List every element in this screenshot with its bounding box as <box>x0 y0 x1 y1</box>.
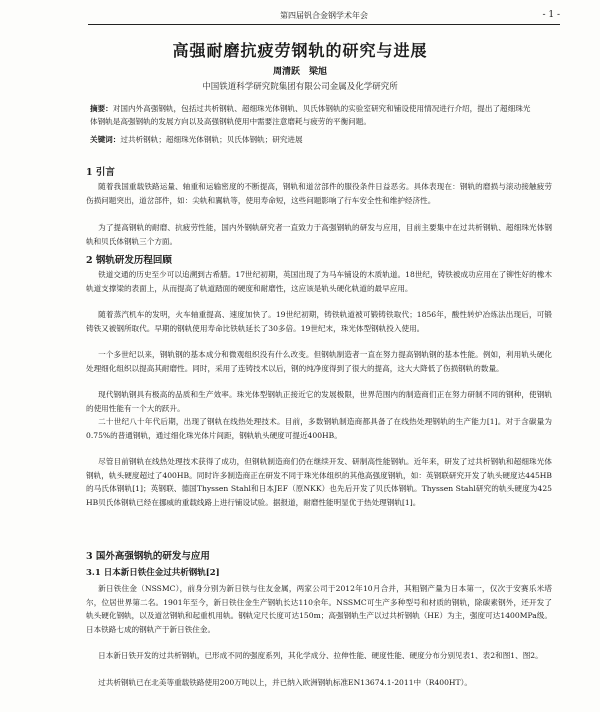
keywords-label: 关键词： <box>90 135 121 144</box>
section-heading-history: 2 钢轨研发历程回顾 <box>86 255 172 266</box>
paragraph: 现代钢轨钢具有极高的品质和生产效率。珠光体型钢轨正接近它的发展极限，世界范围内的制造商们正在努力研制不同的钢种，使钢轨的使用性能有一个大的跃升。 <box>86 390 552 413</box>
section-heading-overseas: 3 国外高强钢轨的研发与应用 <box>86 551 210 562</box>
paragraph: 铁道交通的历史至少可以追溯到古希腊。17世纪初期，英国出现了为马车铺设的木质轨道。18世纪，铸铁被成功应用在了铆性好的橡木轨道支撑梁的表面上，从而提高了轨道踏面的硬度和耐磨性，这应该是轨头硬化轨道的最早应用。 <box>86 270 552 293</box>
paragraph: 日本新日铁开发的过共析钢轨，已形成不同的强度系列，其化学成分、拉伸性能、硬度性能、硬度分布分别见表1、表2和图1、图2。 <box>98 651 543 660</box>
keywords <box>90 134 536 145</box>
abstract-text: 对国内外高强钢轨，包括过共析钢轨、超细珠光体钢轨、贝氏体钢轨的实验室研究和铺设使用情况进行介绍，提出了超细珠光体钢轨是高强钢轨的发展方向以及高强钢轨使用中需要注意磨耗与疲劳的平衡问题。 <box>90 104 531 126</box>
page-number: - 1 - <box>542 10 560 20</box>
paragraph: 一个多世纪以来，钢轨钢的基本成分和微观组织没有什么改变。但钢轨制造者一直在努力提高钢轨钢的基本性能。例如，利用轨头硬化处理细化组织以提高其耐磨性。同时，采用了连铸技术以后，钢的纯净度得到了很大的提高，这大大降低了伤损钢轨的数量。 <box>86 350 552 373</box>
conference-name: 第四届钒合金钢学术年会 <box>280 11 368 20</box>
abstract-label: 摘要： <box>90 104 113 113</box>
authors: 周清跃 梁旭 <box>272 67 327 77</box>
keywords-text: 过共析钢轨；超细珠光体钢轨；贝氏体钢轨；研究进展 <box>120 135 303 144</box>
paragraph: 尽管目前钢轨在线热处理技术获得了成功，但钢轨制造商们仍在继续开发、研制高性能钢轨。近年来，研发了过共析钢轨和超细珠光体钢轨，轨头硬度超过了400HB。同时许多制造商正在研发不同于珠光体组织的其他高强度钢轨，如：英钢联研究开发了轨头硬度达445HB的马氏体钢轨[1]；英钢联、德国Thyssen Stahl和日本JEF（原NKK）也先后开发了贝氏体钢轨。Thyssen Stahl研究的轨头硬度为425 HB贝氏体钢轨已经在挪威的重载线路上进行铺设试验。据报道，耐磨性能明显优于热处理钢轨[1]。 <box>86 457 552 507</box>
section-heading-intro: 1 引言 <box>86 167 115 178</box>
subsection-heading: 3.1 日本新日铁住金过共析钢轨[2] <box>86 568 220 578</box>
paragraph: 过共析钢轨已在北美等重载铁路使用200万吨以上，并已纳入欧洲钢轨标准EN13674.1-2011中（R400HT）。 <box>98 678 473 687</box>
paragraph: 随着我国重载铁路运量、轴重和运输密度的不断提高，钢轨和道岔部件的服役条件日益恶劣。具体表现在：钢轨的磨损与滚动接触疲劳伤损问题突出，道岔部件，如：尖轨和翼轨等，使用寿命短，这些问题影响了行车安全性和维护经济性。 <box>86 182 552 205</box>
paragraph: 为了提高钢轨的耐磨、抗疲劳性能，国内外钢轨研究者一直致力于高强钢轨的研发与应用，目前主要集中在过共析钢轨、超细珠光体钢轨和贝氏体钢轨三个方面。 <box>86 223 552 246</box>
paper-title: 高强耐磨抗疲劳钢轨的研究与进展 <box>172 41 428 60</box>
paragraph: 二十世纪八十年代后期，出现了钢轨在线热处理技术。目前，多数钢轨制造商都具备了在线热处理钢轨的生产能力[1]。对于含碳量为0.75%的普通钢轨，通过细化珠光体片间距，钢轨轨头硬度可提近400HB。 <box>86 417 552 440</box>
abstract <box>90 102 536 128</box>
affiliation: 中国铁道科学研究院集团有限公司金属及化学研究所 <box>202 82 398 92</box>
paragraph: 随着蒸汽机车的发明，火车轴重提高、速度加快了。19世纪初期，铸铁轨道被可锻铸铁取代；1856年，酸性转炉冶炼法出现后，可锻铸铁又被钢所取代。早期的钢轨使用寿命比铁轨延长了30多倍。19世纪末，珠光体型钢轨投入使用。 <box>86 310 552 333</box>
paragraph: 新日铁住金（NSSMC），前身分别为新日铁与住友金属，两家公司于2012年10月合并，其粗钢产量为日本第一，仅次于安赛乐米塔尔，位居世界第二名。1901年至今，新日铁住金生产钢轨长达110余年。NSSMC可生产多种型号和材质的钢轨，除碳素钢外，还开发了轨头硬化钢轨，以及道岔钢轨和起重机用轨。钢轨定尺长度可达150m；高强钢轨生产以过共析钢轨（HE）为主，强度可达1400MPa级。日本铁路七成的钢轨产于新日铁住金。 <box>86 584 552 634</box>
running-header <box>88 6 560 25</box>
